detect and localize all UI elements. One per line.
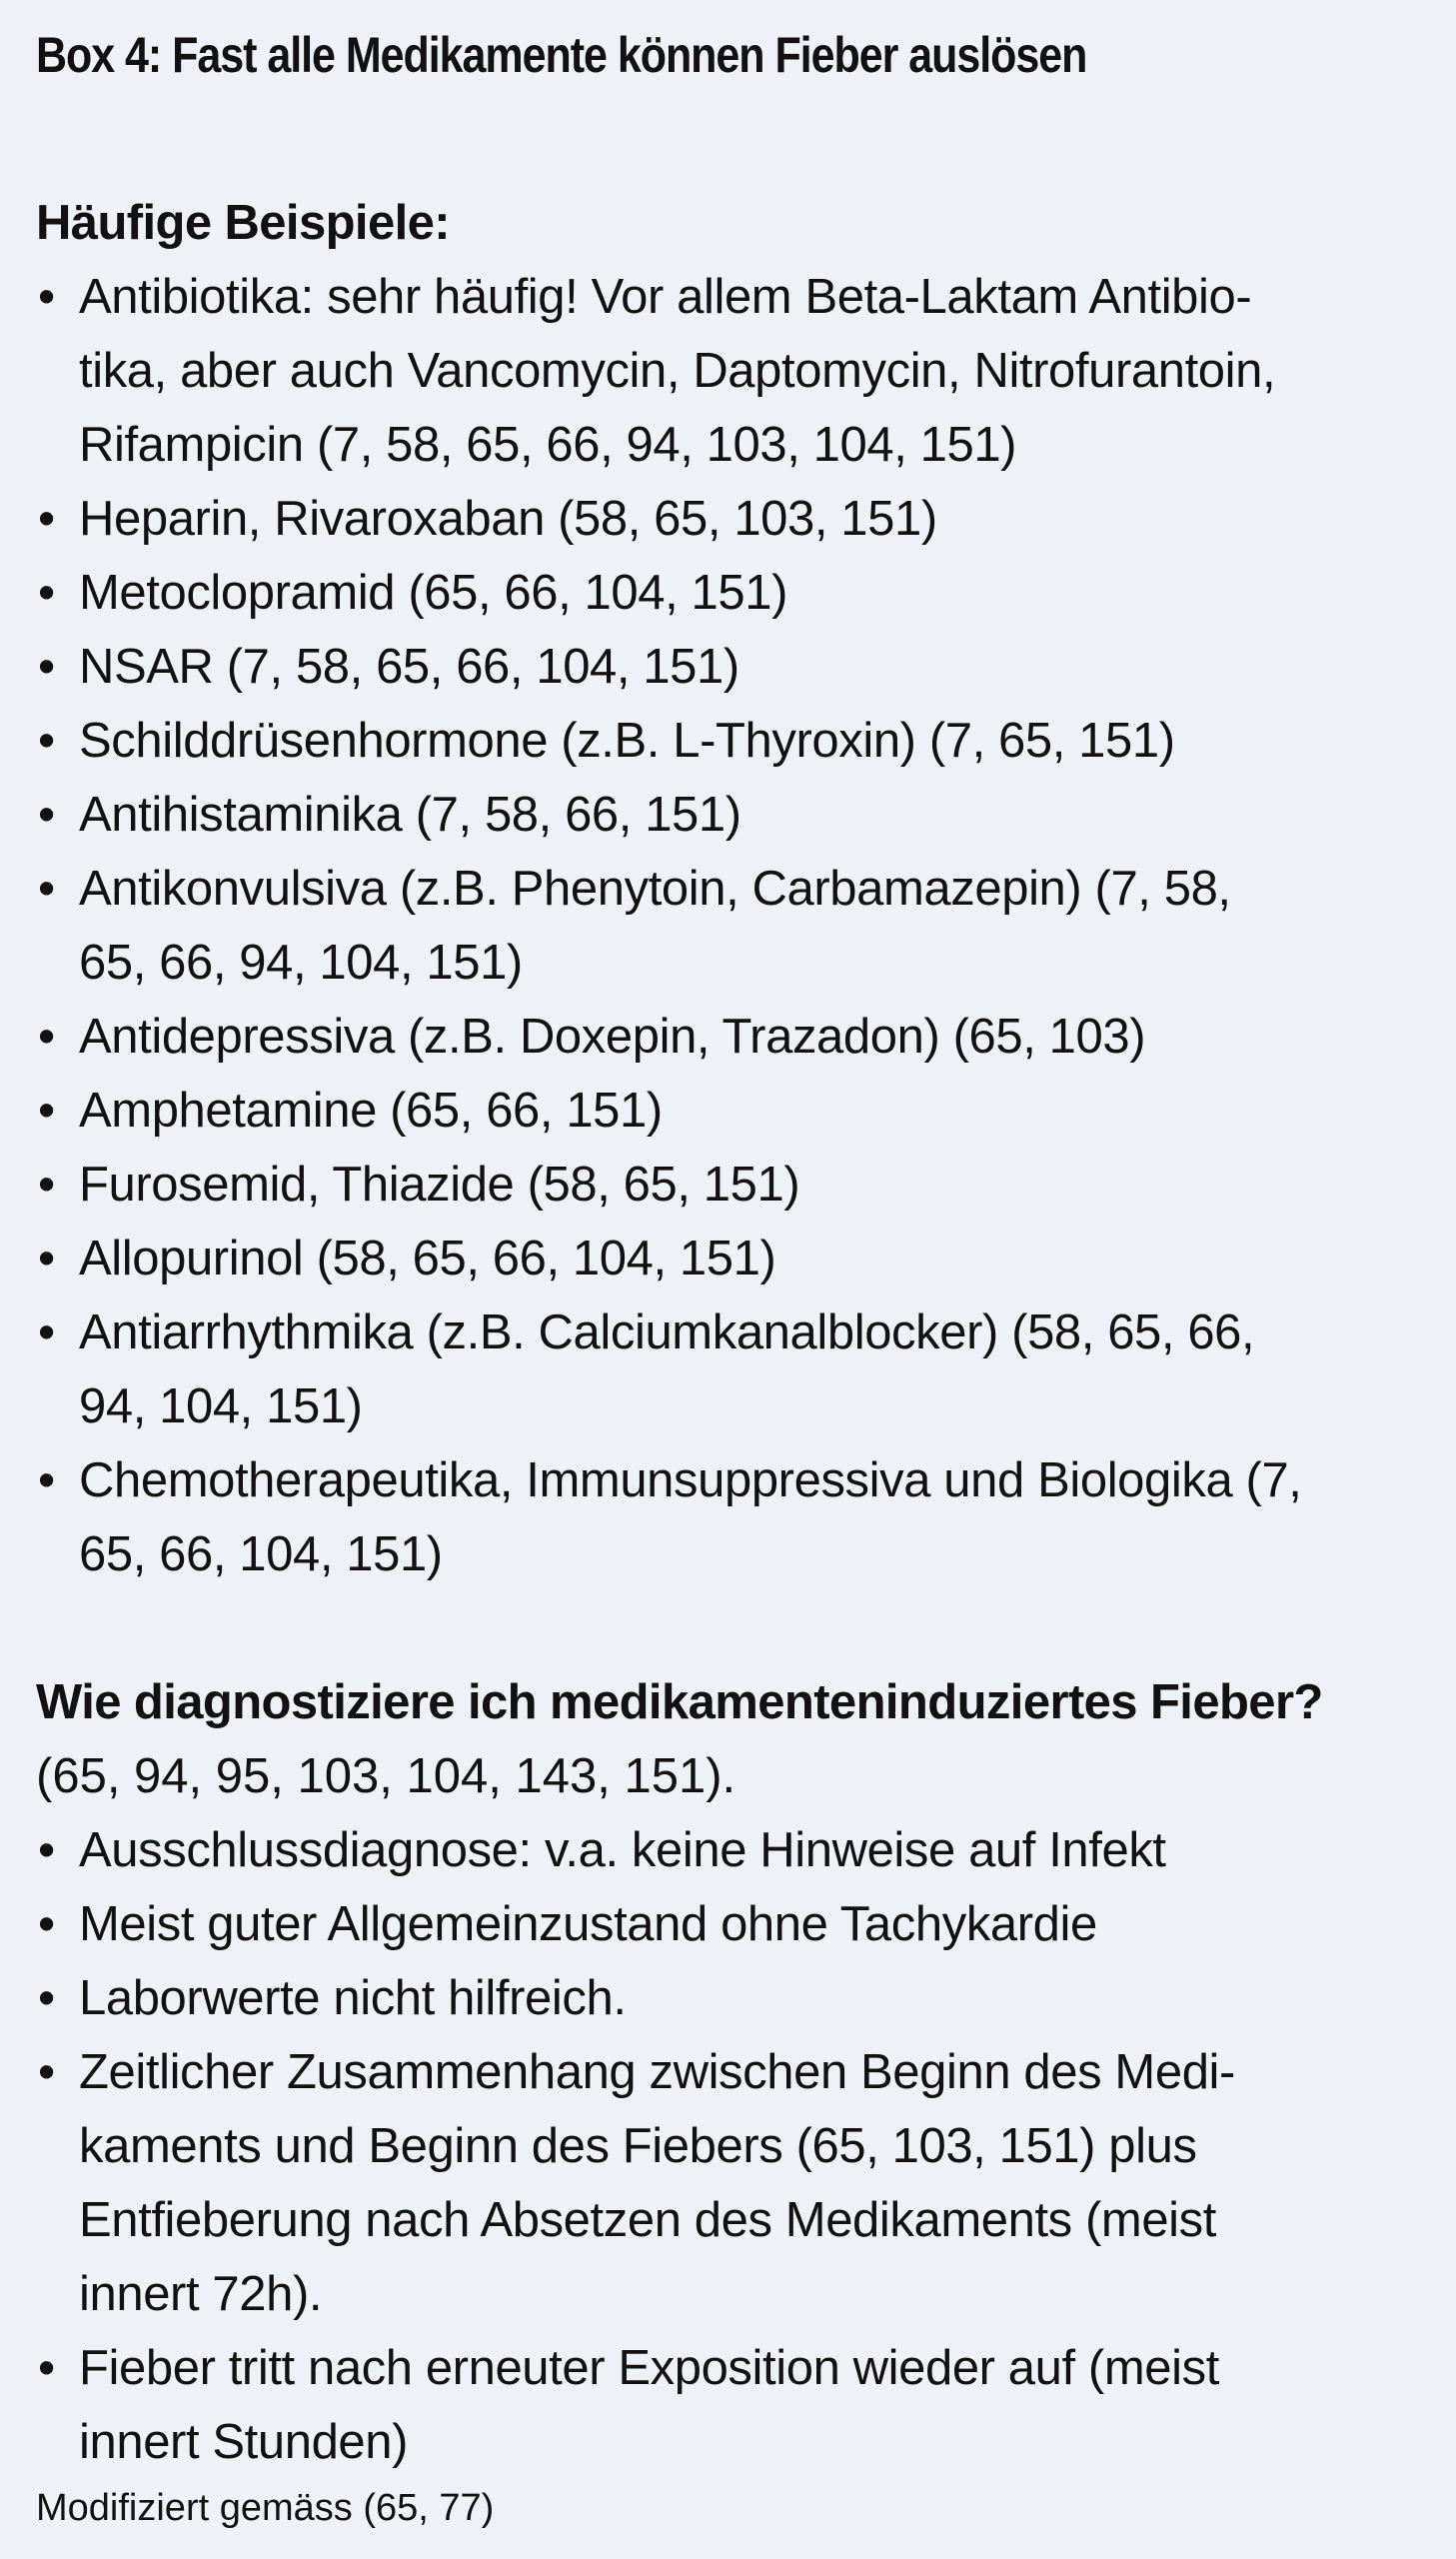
list-item-line: Entfieberung nach Absetzen des Medikaments (meist (79, 2193, 1216, 2247)
list-item-line: Allopurinol (58, 65, 66, 104, 151) (79, 1232, 776, 1285)
bullet-icon: • (38, 1823, 55, 1877)
list-item-line: NSAR (7, 58, 65, 66, 104, 151) (79, 640, 739, 694)
list-item (36, 2331, 1420, 2479)
list-item-line: Antikonvulsiva (z.B. Phenytoin, Carbamazepin) (7, 58, (79, 862, 1231, 916)
list-item-line: Ausschlussdiagnose: v.a. keine Hinweise auf Infekt (79, 1823, 1166, 1877)
bullet-icon: • (38, 1897, 55, 1951)
list-item (36, 704, 1420, 778)
list-item (36, 630, 1420, 704)
list-item-line: 94, 104, 151) (79, 1379, 363, 1433)
list-item-line: tika, aber auch Vancomycin, Daptomycin, Nitrofurantoin, (79, 344, 1276, 398)
bullet-icon: • (38, 2341, 55, 2395)
list-item-line: kaments und Beginn des Fiebers (65, 103, 151) plus (79, 2119, 1197, 2173)
bullet-icon: • (38, 788, 55, 842)
bullet-icon: • (38, 1453, 55, 1507)
list-item (36, 260, 1420, 482)
list-item (36, 482, 1420, 556)
list-item-line: 65, 66, 94, 104, 151) (79, 936, 523, 990)
list-item-line: Metoclopramid (65, 66, 104, 151) (79, 566, 787, 620)
list-item-line: Laborwerte nicht hilfreich. (79, 1971, 627, 2025)
list-item (36, 2035, 1420, 2331)
bullet-icon: • (38, 1010, 55, 1064)
list-item (36, 778, 1420, 852)
bullet-icon: • (38, 862, 55, 916)
list-item-line: Heparin, Rivaroxaban (58, 65, 103, 151) (79, 492, 937, 546)
diagnosis-references: (65, 94, 95, 103, 104, 143, 151). (36, 1749, 736, 1803)
list-item-line: Fieber tritt nach erneuter Exposition wieder auf (meist (79, 2341, 1219, 2395)
bullet-icon: • (38, 566, 55, 620)
source-note: Modifiziert gemäss (65, 77) (36, 2487, 495, 2529)
bullet-icon: • (38, 1971, 55, 2025)
box-title: Box 4: Fast alle Medikamente können Fieber auslösen (36, 27, 1087, 83)
list-item-line: Antibiotika: sehr häufig! Vor allem Beta-Laktam Antibio- (79, 270, 1252, 324)
list-item (36, 1148, 1420, 1222)
list-item (36, 556, 1420, 630)
list-item (36, 1074, 1420, 1148)
list-item (36, 852, 1420, 1000)
list-item-line: Rifampicin (7, 58, 65, 66, 94, 103, 104, 151) (79, 418, 1017, 472)
list-item (36, 1443, 1420, 1591)
list-item-line: Furosemid, Thiazide (58, 65, 151) (79, 1158, 800, 1212)
bullet-icon: • (38, 270, 55, 324)
list-item-line: Antihistaminika (7, 58, 66, 151) (79, 788, 741, 842)
bullet-icon: • (38, 1305, 55, 1359)
list-item-line: innert Stunden) (79, 2415, 409, 2469)
bullet-icon: • (38, 2045, 55, 2099)
list-item (36, 1000, 1420, 1074)
bullet-icon: • (38, 1084, 55, 1138)
list-item (36, 1295, 1420, 1443)
bullet-icon: • (38, 1232, 55, 1285)
list-item (36, 1887, 1420, 1961)
list-item (36, 1222, 1420, 1295)
bullet-icon: • (38, 640, 55, 694)
bullet-icon: • (38, 492, 55, 546)
list-item-line: 65, 66, 104, 151) (79, 1527, 443, 1581)
bullet-icon: • (38, 714, 55, 768)
list-item-line: Amphetamine (65, 66, 151) (79, 1084, 663, 1138)
list-item-line: innert 72h). (79, 2267, 323, 2321)
list-item (36, 1961, 1420, 2035)
list-item-line: Zeitlicher Zusammenhang zwischen Beginn des Medi- (79, 2045, 1235, 2099)
list-item-line: Meist guter Allgemeinzustand ohne Tachykardie (79, 1897, 1097, 1951)
list-item-line: Chemotherapeutika, Immunsuppressiva und Biologika (7, (79, 1453, 1302, 1507)
list-item-line: Antiarrhythmika (z.B. Calciumkanalblocker) (58, 65, 66, (79, 1305, 1255, 1359)
section-heading-diagnosis: Wie diagnostiziere ich medikamenteninduziertes Fieber? (36, 1675, 1323, 1729)
bullet-icon: • (38, 1158, 55, 1212)
diagnosis-list (36, 1813, 1420, 2479)
list-item-line: Antidepressiva (z.B. Doxepin, Trazadon) (65, 103) (79, 1010, 1146, 1064)
list-item-line: Schilddrüsenhormone (z.B. L-Thyroxin) (7, 65, 151) (79, 714, 1175, 768)
section-heading-examples: Häufige Beispiele: (36, 196, 450, 250)
list-item (36, 1813, 1420, 1887)
examples-list (36, 260, 1420, 1591)
